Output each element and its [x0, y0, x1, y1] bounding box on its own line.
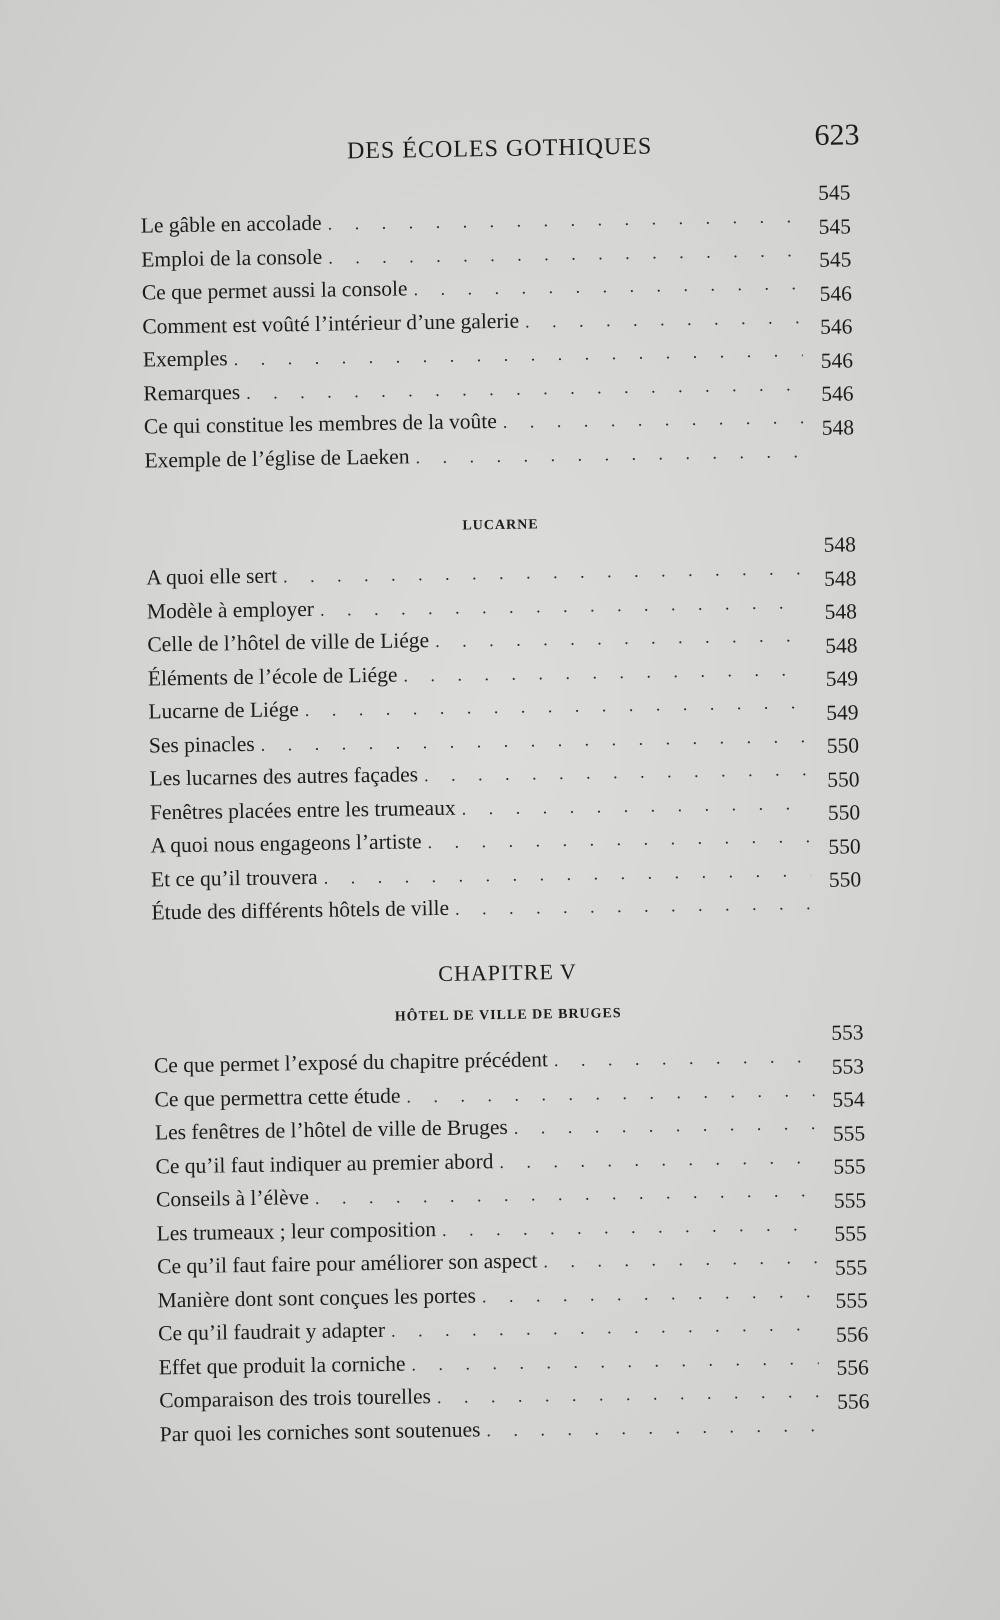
entry-label: Ce qu’il faut indiquer au premier abord — [155, 1148, 494, 1178]
entry-page: 555 — [835, 1288, 868, 1313]
entry-label: Modèle à employer — [146, 596, 315, 624]
entry-page: 549 — [825, 666, 859, 691]
dot-leader — [482, 1281, 818, 1307]
entry-label: Exemples — [142, 346, 228, 372]
entry-page: 555 — [832, 1120, 866, 1146]
dot-leader — [415, 441, 804, 468]
entry-page: 548 — [821, 414, 855, 440]
entry-page: 555 — [833, 1154, 866, 1179]
dot-leader — [315, 1180, 816, 1209]
dot-leader — [406, 1080, 814, 1107]
entry-label: Fenêtres placées entre les trumeaux — [149, 795, 456, 824]
toc-section-3 — [153, 1020, 870, 1455]
dot-leader — [403, 659, 808, 686]
dot-leader — [499, 1147, 815, 1173]
entry-label: Lucarne de Liége — [148, 697, 299, 724]
entry-label: Ce que permet aussi la console — [141, 276, 408, 305]
dot-leader — [455, 893, 812, 920]
entry-page: 548 — [823, 532, 857, 557]
entry-page: 545 — [817, 180, 851, 205]
entry-page: 556 — [835, 1321, 869, 1347]
entry-page: 550 — [828, 833, 861, 859]
entry-page: 550 — [826, 733, 860, 758]
entry-page: 555 — [833, 1187, 867, 1213]
dot-leader — [427, 826, 810, 853]
entry-label: Effet que produit la corniche — [158, 1351, 406, 1379]
chapter-title: CHAPITRE V — [438, 958, 578, 986]
dot-leader — [442, 1214, 817, 1241]
dot-leader — [260, 726, 809, 756]
section-heading-lucarne: LUCARNE — [462, 517, 539, 534]
entry-label: Conseils à l’élève — [155, 1185, 310, 1212]
dot-leader — [437, 1381, 820, 1408]
entry-page: 550 — [827, 800, 861, 825]
entry-page: 550 — [827, 766, 860, 792]
dot-leader — [327, 206, 800, 234]
dot-leader — [461, 793, 810, 819]
toc-section-1 — [140, 180, 855, 481]
entry-page: 545 — [818, 213, 852, 239]
entry-page: 548 — [825, 632, 858, 658]
entry-page: 546 — [821, 381, 854, 406]
entry-label: A quoi elle sert — [146, 563, 278, 590]
entry-label: Ce que permettra cette étude — [154, 1083, 401, 1111]
entry-label: Étude des différents hôtels de ville — [151, 895, 450, 925]
dot-leader — [328, 240, 801, 268]
entry-label: Comment est voûté l’intérieur d’une galerie — [142, 308, 520, 339]
entry-page: 548 — [824, 599, 858, 624]
dot-leader — [514, 1113, 815, 1139]
entry-label: Comparaison des trois tourelles — [159, 1384, 432, 1413]
running-title: DES ÉCOLES GOTHIQUES — [346, 133, 653, 165]
entry-page: 553 — [831, 1020, 864, 1045]
dot-leader — [435, 625, 808, 652]
entry-label: Les trumeaux ; leur composition — [156, 1216, 437, 1245]
entry-label: Ses pinacles — [148, 731, 255, 758]
entry-label: Les fenêtres de l’hôtel de ville de Bruges — [154, 1114, 509, 1145]
entry-page: 545 — [818, 247, 852, 272]
entry-page: 555 — [834, 1254, 868, 1280]
toc-section-2 — [146, 532, 862, 934]
entry-page: 546 — [819, 280, 853, 306]
entry-label: Éléments de l’école de Liége — [147, 662, 398, 691]
entry-label: Par quoi les corniches sont soutenues — [159, 1416, 481, 1446]
entry-label: Manière dont sont conçues les portes — [157, 1282, 477, 1312]
page-number: 623 — [814, 118, 860, 152]
dot-leader — [305, 692, 809, 721]
dot-leader — [525, 307, 803, 332]
entry-page: 555 — [834, 1221, 867, 1246]
dot-leader — [554, 1046, 814, 1071]
dot-leader — [234, 340, 803, 370]
dot-leader — [246, 374, 804, 404]
entry-label: Emploi de la console — [141, 244, 323, 272]
entry-label: Ce qu’il faut faire pour améliorer son aspect — [156, 1248, 538, 1279]
running-head — [139, 118, 860, 175]
dot-leader — [503, 407, 804, 433]
dot-leader — [411, 1348, 819, 1375]
entry-page: 546 — [820, 347, 854, 373]
entry-page: 549 — [826, 699, 859, 725]
entry-page: 550 — [828, 867, 862, 892]
entry-label: Les lucarnes des autres façades — [149, 762, 419, 791]
entry-page: 556 — [836, 1355, 869, 1380]
dot-leader — [424, 759, 810, 786]
entry-page: 553 — [831, 1053, 865, 1079]
dot-leader — [486, 1415, 820, 1441]
entry-page: 556 — [836, 1388, 870, 1414]
dot-leader — [543, 1247, 817, 1272]
entry-label: Le gâble en accolade — [140, 210, 322, 238]
entry-page: 546 — [820, 314, 853, 339]
dot-leader — [323, 860, 811, 889]
entry-label: Ce qui constitue les membres de la voûte — [143, 409, 497, 439]
entry-label: Celle de l’hôtel de ville de Liége — [147, 628, 430, 657]
entry-page: 548 — [823, 565, 857, 591]
dot-leader — [391, 1314, 818, 1342]
entry-label: Exemple de l’église de Laeken — [144, 443, 410, 473]
entry-label: Ce qu’il faudrait y adapter — [157, 1317, 386, 1346]
entry-label: Remarques — [143, 379, 241, 406]
dot-leader — [283, 558, 806, 587]
chapter-subtitle: HÔTEL DE VILLE DE BRUGES — [394, 1006, 622, 1025]
entry-label: Et ce qu’il trouvera — [150, 864, 318, 891]
entry-page: 554 — [832, 1087, 865, 1112]
entry-label: Ce que permet l’exposé du chapitre précédent — [153, 1047, 549, 1078]
dot-leader — [320, 592, 807, 621]
entry-label: A quoi nous engageons l’artiste — [150, 829, 422, 858]
dot-leader — [413, 273, 802, 300]
